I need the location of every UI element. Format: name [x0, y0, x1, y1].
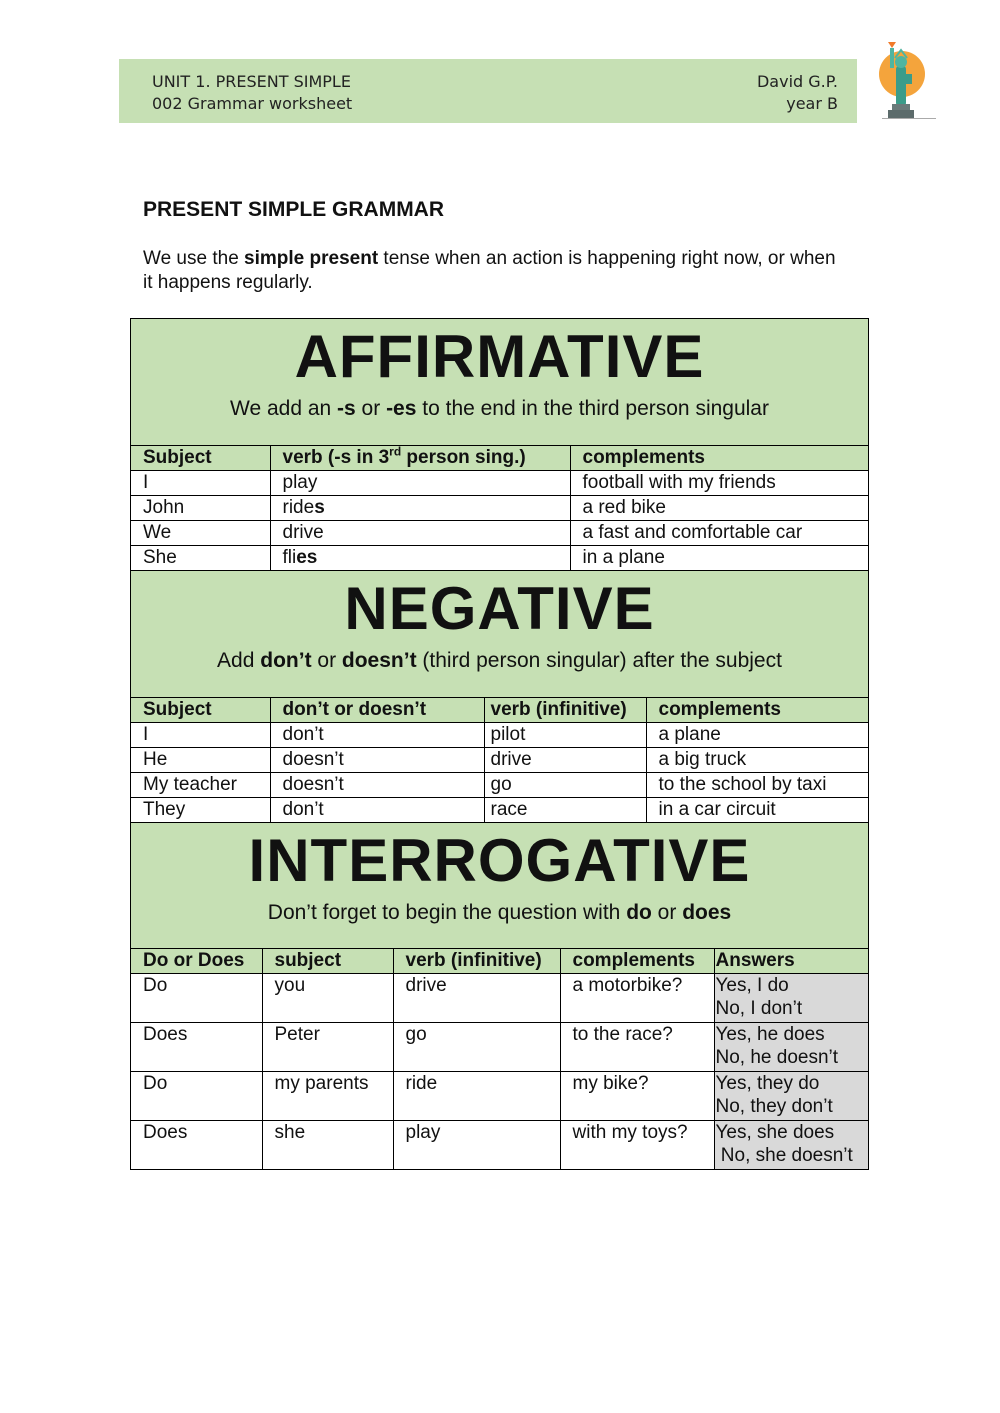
affirmative-note-text: We add an — [230, 397, 338, 420]
answer-yes: Yes, he does — [715, 1024, 825, 1045]
negative-note — [131, 649, 868, 673]
subject-cell: He — [131, 748, 270, 773]
subject-cell: My teacher — [131, 773, 270, 798]
negative-note-doesnt: doesn’t — [341, 649, 417, 672]
answer-cell — [714, 1121, 868, 1169]
column-header: complements — [560, 949, 714, 974]
page-title: PRESENT SIMPLE GRAMMAR — [143, 198, 445, 221]
column-header: complements — [646, 698, 868, 723]
negative-heading: NEGATIVE — [344, 575, 655, 642]
affirmative-note-end: to the end in the third person singular — [416, 397, 769, 420]
negative-note-or: or — [311, 649, 342, 672]
auxiliary-cell: Do — [131, 1072, 262, 1121]
auxiliary-cell: Does — [131, 1023, 262, 1072]
table-row — [131, 1072, 868, 1121]
auxiliary-cell: Do — [131, 974, 262, 1023]
column-header: Answers — [714, 949, 868, 974]
complement-cell: a motorbike? — [560, 974, 714, 1023]
column-header: don’t or doesn’t — [270, 698, 484, 723]
interrogative-table — [131, 949, 868, 1169]
column-header: complements — [570, 446, 868, 471]
table-row — [131, 471, 868, 496]
verb-header-end: person sing.) — [401, 447, 526, 468]
answer-no: No, I don’t — [715, 998, 803, 1019]
complement-cell: a red bike — [570, 496, 868, 521]
interrogative-heading: INTERROGATIVE — [248, 827, 751, 894]
affirmative-header — [131, 319, 868, 446]
worksheet-label: 002 Grammar worksheet — [152, 94, 353, 113]
column-header: Subject — [131, 698, 270, 723]
column-header: verb (infinitive) — [484, 698, 646, 723]
worksheet-header — [119, 59, 857, 123]
auxiliary-cell: doesn’t — [270, 773, 484, 798]
subject-cell: she — [262, 1121, 393, 1169]
affirmative-note-or: or — [355, 397, 387, 420]
auxiliary-cell: doesn’t — [270, 748, 484, 773]
verb-stem: drive — [282, 522, 324, 543]
verb-stem: fli — [282, 547, 297, 568]
affirmative-note-s: -s — [337, 397, 356, 420]
interrogative-note-do: do — [626, 901, 652, 924]
verb-cell: play — [393, 1121, 560, 1169]
subject-cell: They — [131, 798, 270, 823]
verb-ending: es — [296, 547, 318, 568]
complement-cell: in a car circuit — [646, 798, 868, 823]
verb-header-sup: rd — [389, 446, 402, 459]
subject-cell: Peter — [262, 1023, 393, 1072]
verb-cell — [270, 521, 570, 546]
negative-header-row — [131, 698, 868, 723]
subject-cell: my parents — [262, 1072, 393, 1121]
verb-cell — [270, 546, 570, 571]
verb-cell: pilot — [484, 723, 646, 748]
answer-cell — [714, 1072, 868, 1121]
interrogative-note — [131, 901, 868, 925]
negative-table — [131, 698, 868, 823]
interrogative-note-does: does — [682, 901, 732, 924]
verb-cell: race — [484, 798, 646, 823]
verb-cell: go — [393, 1023, 560, 1072]
verb-cell: go — [484, 773, 646, 798]
auxiliary-cell: Does — [131, 1121, 262, 1169]
unit-title: UNIT 1. PRESENT SIMPLE — [152, 72, 351, 91]
complement-cell: my bike? — [560, 1072, 714, 1121]
complement-cell: in a plane — [570, 546, 868, 571]
intro-highlight: simple present — [244, 248, 379, 269]
complement-cell: with my toys? — [560, 1121, 714, 1169]
complement-cell: football with my friends — [570, 471, 868, 496]
verb-stem: play — [282, 472, 318, 493]
column-header: Do or Does — [131, 949, 262, 974]
auxiliary-cell: don’t — [270, 723, 484, 748]
auxiliary-cell: don’t — [270, 798, 484, 823]
table-row — [131, 496, 868, 521]
answer-cell — [714, 1023, 868, 1072]
column-header: Subject — [131, 446, 270, 471]
complement-cell: a plane — [646, 723, 868, 748]
table-row — [131, 748, 868, 773]
subject-cell: you — [262, 974, 393, 1023]
verb-cell: drive — [393, 974, 560, 1023]
verb-stem: ride — [282, 497, 315, 518]
affirmative-note-es: -es — [386, 397, 417, 420]
verb-cell — [270, 471, 570, 496]
author-name: David G.P. — [756, 72, 838, 91]
verb-cell: drive — [484, 748, 646, 773]
table-row — [131, 521, 868, 546]
table-row — [131, 546, 868, 571]
answer-yes: Yes, I do — [715, 975, 789, 996]
table-row — [131, 1121, 868, 1169]
answer-yes: Yes, she does — [715, 1122, 835, 1143]
subject-cell: I — [131, 723, 270, 748]
affirmative-heading: AFFIRMATIVE — [294, 323, 705, 390]
header-right — [757, 71, 838, 115]
negative-note-dont: don’t — [260, 649, 312, 672]
table-row — [131, 1023, 868, 1072]
column-header: subject — [262, 949, 393, 974]
verb-ending: s — [314, 497, 325, 518]
negative-header — [131, 571, 868, 698]
answer-no: No, he doesn’t — [715, 1047, 839, 1068]
answer-yes: Yes, they do — [715, 1073, 820, 1094]
complement-cell: to the race? — [560, 1023, 714, 1072]
header-left — [152, 71, 352, 115]
subject-cell: She — [131, 546, 270, 571]
affirmative-note — [131, 397, 868, 421]
verb-cell: ride — [393, 1072, 560, 1121]
subject-cell: I — [131, 471, 270, 496]
grammar-table — [130, 318, 869, 1170]
interrogative-header — [131, 823, 868, 949]
complement-cell: a fast and comfortable car — [570, 521, 868, 546]
subject-cell: John — [131, 496, 270, 521]
table-row — [131, 798, 868, 823]
complement-cell: to the school by taxi — [646, 773, 868, 798]
interrogative-note-or: or — [651, 901, 683, 924]
column-header: verb (infinitive) — [393, 949, 560, 974]
verb-header-text: verb (-s in 3 — [282, 447, 390, 468]
negative-note-text: Add — [217, 649, 261, 672]
answer-no: No, she doesn’t — [715, 1145, 853, 1166]
table-row — [131, 974, 868, 1023]
column-header — [270, 446, 570, 471]
answer-cell — [714, 974, 868, 1023]
intro-text-start: We use the — [143, 248, 245, 269]
intro-paragraph — [143, 247, 843, 295]
verb-cell — [270, 496, 570, 521]
affirmative-table — [131, 446, 868, 571]
complement-cell: a big truck — [646, 748, 868, 773]
table-row — [131, 723, 868, 748]
statue-of-liberty-icon — [862, 38, 936, 126]
interrogative-note-text: Don’t forget to begin the question with — [267, 901, 627, 924]
intro-text-end: tense when an action is happening right now, or when it happens regularly. — [143, 248, 836, 293]
table-row — [131, 773, 868, 798]
negative-note-end: (third person singular) after the subject — [416, 649, 782, 672]
interrogative-header-row — [131, 949, 868, 974]
affirmative-header-row — [131, 446, 868, 471]
year-label: year B — [786, 94, 838, 113]
subject-cell: We — [131, 521, 270, 546]
answer-no: No, they don’t — [715, 1096, 833, 1117]
